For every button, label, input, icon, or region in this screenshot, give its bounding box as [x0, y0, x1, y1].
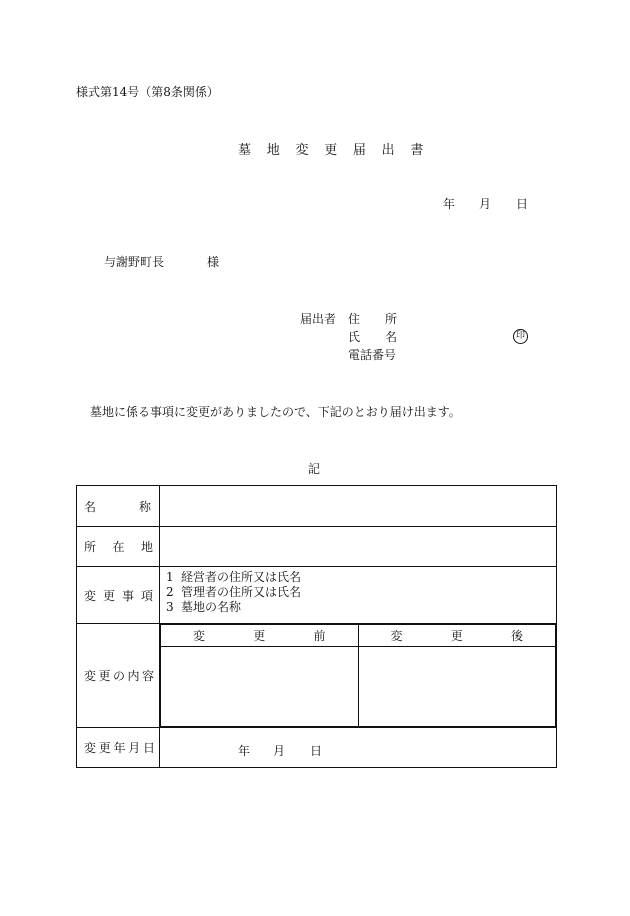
name-label-char-2: 名 — [385, 330, 398, 344]
table-row-change-date — [77, 728, 557, 768]
content-cell — [160, 624, 557, 728]
change-date-month: 月 — [273, 743, 286, 758]
change-item-2[interactable]: 2 管理者の住所又は氏名 — [166, 585, 302, 599]
change-items-cell — [160, 567, 557, 624]
location-cell-label: 所 在 地 — [77, 527, 160, 567]
after-header: 変 更 後 — [358, 625, 556, 647]
applicant-label: 届出者 — [300, 312, 337, 326]
before-input-cell[interactable] — [161, 647, 359, 727]
statement-text: 墓地に係る事項に変更がありましたので、下記のとおり届け出ます。 — [90, 405, 461, 419]
address-label-char-1: 住 — [348, 312, 361, 326]
addressee-name: 与謝野町長 — [104, 255, 165, 269]
date-day-label: 日 — [516, 197, 529, 211]
change-items-cell-label: 変 更 事 項 — [77, 567, 160, 624]
table-row-content — [77, 624, 557, 728]
content-cell-label: 変 更 の 内 容 — [77, 624, 160, 728]
date-year-label: 年 — [443, 197, 456, 211]
before-after-table — [160, 624, 556, 727]
name-label-char-1: 氏 — [348, 330, 361, 344]
address-label — [348, 312, 398, 326]
name-cell-label: 名 称 — [77, 486, 160, 527]
date-month-label: 月 — [479, 197, 492, 211]
change-item-1[interactable]: 1 経営者の住所又は氏名 — [166, 570, 302, 584]
change-date-input-cell[interactable] — [160, 728, 557, 768]
form-number: 様式第14号（第8条関係） — [76, 85, 219, 99]
name-input-cell[interactable] — [160, 486, 557, 527]
seal-mark: 印 — [513, 329, 528, 344]
table-row-location — [77, 527, 557, 567]
change-item-3[interactable]: 3 墓地の名称 — [166, 600, 242, 614]
name-label — [348, 330, 398, 344]
location-input-cell[interactable] — [160, 527, 557, 567]
address-label-char-2: 所 — [385, 312, 398, 326]
change-details-table — [76, 485, 557, 768]
before-header: 変 更 前 — [161, 625, 359, 647]
table-row-change-items — [77, 567, 557, 624]
table-row-name — [77, 486, 557, 527]
addressee-honorific: 様 — [207, 255, 220, 269]
change-date-day: 日 — [310, 743, 323, 758]
change-date-cell-label: 変 更 年 月 日 — [77, 728, 160, 768]
ki-heading: 記 — [308, 462, 321, 476]
change-date-year: 年 — [238, 743, 251, 758]
after-input-cell[interactable] — [358, 647, 556, 727]
document-title: 墓 地 変 更 届 出 書 — [238, 143, 425, 158]
phone-label: 電話番号 — [348, 348, 397, 362]
